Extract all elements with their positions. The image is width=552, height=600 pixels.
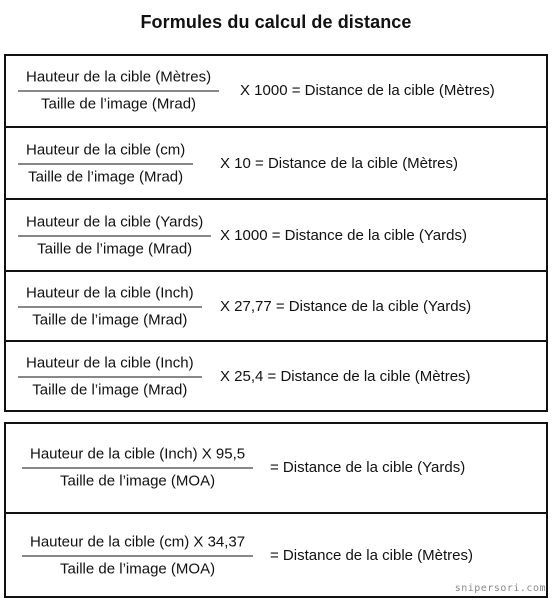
fraction: [22, 534, 253, 579]
formula-result: = Distance de la cible (Mètres): [270, 547, 473, 564]
fraction: [18, 142, 193, 187]
formula-row: [6, 56, 546, 126]
formula-row: [6, 340, 546, 412]
formula-row: [6, 198, 546, 272]
fraction-numerator: Hauteur de la cible (Yards): [18, 214, 211, 237]
fraction-numerator: Hauteur de la cible (Inch) X 95,5: [22, 446, 253, 469]
fraction-numerator: Hauteur de la cible (cm) X 34,37: [22, 534, 253, 557]
fraction-denominator: Taille de l’image (Mrad): [41, 95, 197, 113]
formula-row: [6, 126, 546, 200]
formula-result: = Distance de la cible (Yards): [270, 459, 466, 476]
fraction: [18, 214, 211, 259]
formula-result: X 25,4 = Distance de la cible (Mètres): [220, 368, 471, 385]
formula-result: X 1000 = Distance de la cible (Mètres): [240, 82, 495, 99]
fraction-denominator: Taille de l’image (Mrad): [37, 240, 193, 258]
fraction-denominator: Taille de l’image (MOA): [60, 472, 216, 490]
fraction-denominator: Taille de l’image (Mrad): [32, 311, 188, 329]
fraction-numerator: Hauteur de la cible (cm): [18, 142, 193, 165]
fraction-numerator: Hauteur de la cible (Inch): [18, 285, 202, 308]
fraction: [22, 446, 253, 491]
formula-row: [6, 424, 546, 512]
fraction: [18, 69, 219, 114]
fraction-denominator: Taille de l’image (Mrad): [28, 168, 184, 186]
mrad-formula-table: [4, 54, 548, 412]
page-title: Formules du calcul de distance: [140, 12, 412, 32]
fraction: [18, 355, 202, 400]
moa-formula-table: [4, 422, 548, 598]
formula-result: X 10 = Distance de la cible (Mètres): [220, 155, 459, 172]
watermark: snipersori.com: [454, 583, 546, 594]
formula-result: X 1000 = Distance de la cible (Yards): [220, 227, 467, 244]
formula-row: [6, 270, 546, 342]
formula-result: X 27,77 = Distance de la cible (Yards): [220, 298, 472, 315]
fraction: [18, 285, 202, 330]
fraction-numerator: Hauteur de la cible (Inch): [18, 355, 202, 378]
fraction-denominator: Taille de l’image (MOA): [60, 560, 216, 578]
fraction-denominator: Taille de l’image (Mrad): [32, 381, 188, 399]
fraction-numerator: Hauteur de la cible (Mètres): [18, 69, 219, 92]
